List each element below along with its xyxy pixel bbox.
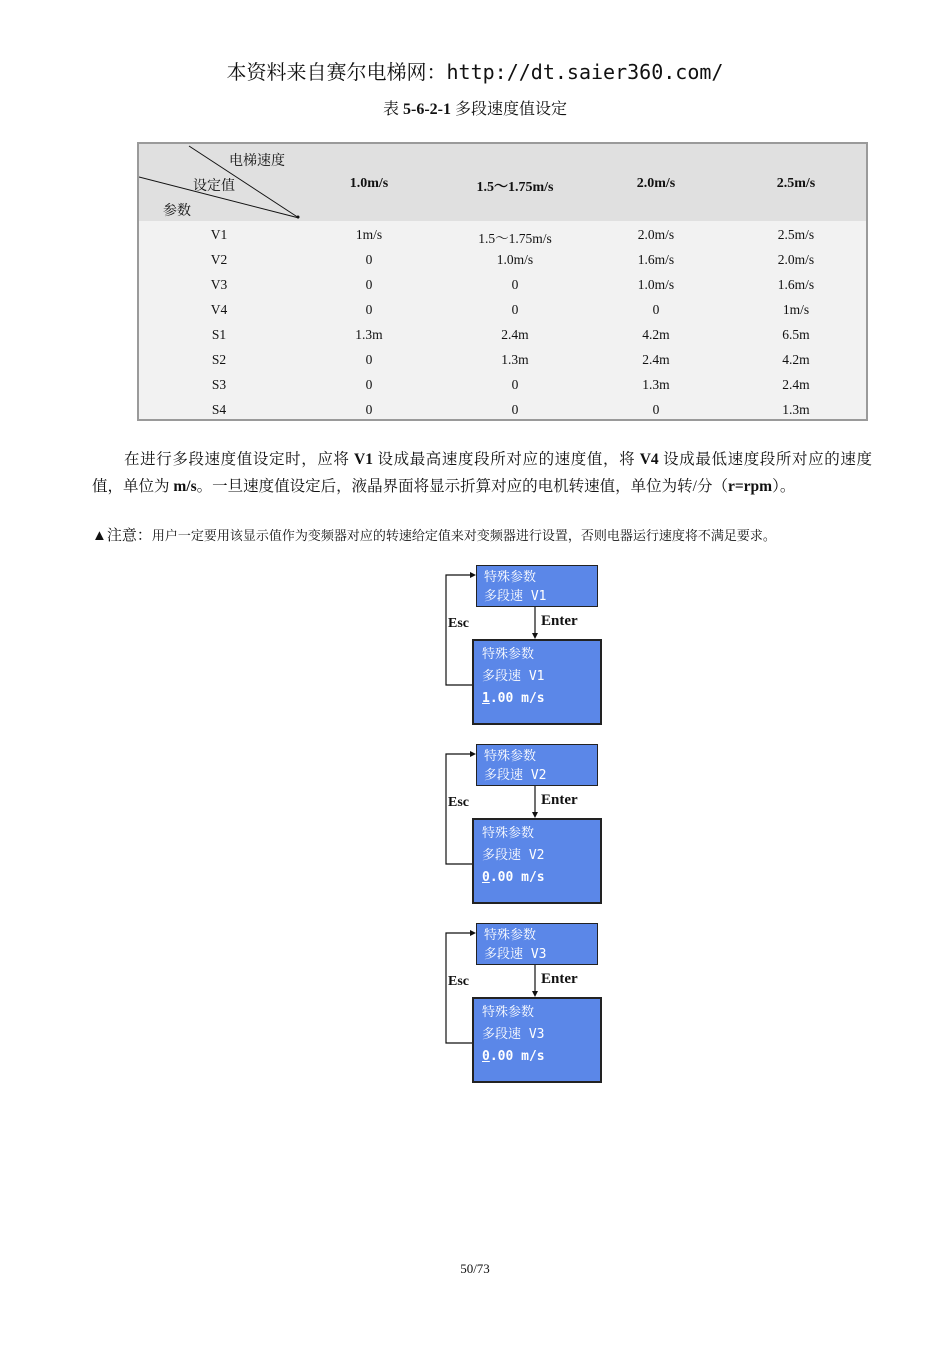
param-cell: V3 xyxy=(210,277,228,292)
value-cell: 1.0m/s xyxy=(496,252,534,267)
edit-cursor-digit: 0 xyxy=(482,870,490,885)
lcd-line: 多段速 V3 xyxy=(482,1027,545,1042)
value-cell: 4.2m xyxy=(642,327,670,342)
param-cell: S4 xyxy=(211,402,227,417)
esc-key-label: Esc xyxy=(448,795,469,810)
value-unit: m/s xyxy=(513,870,545,885)
value-cell: 2.0m/s xyxy=(637,227,675,242)
page-number: 50/73 xyxy=(460,1261,490,1276)
speed-settings-table xyxy=(137,142,868,421)
paragraph-bold: V1 xyxy=(354,451,373,468)
lcd-line: 特殊参数 xyxy=(484,749,537,764)
lcd-speed-value xyxy=(482,688,600,710)
paragraph-text: ）。 xyxy=(772,478,796,495)
enter-key-label: Enter xyxy=(541,792,578,808)
caption-number: 5-6-2-1 xyxy=(403,101,451,118)
value-digits: .00 xyxy=(489,870,514,885)
instruction-paragraph xyxy=(92,446,872,500)
param-cell: V4 xyxy=(210,302,228,317)
column-header: 2.5m/s xyxy=(776,176,816,191)
value-cell: 1.3m xyxy=(355,327,383,342)
lcd-speed-value xyxy=(482,867,600,889)
column-header: 1.5～1.75m/s xyxy=(476,180,554,195)
lcd-line: 特殊参数 xyxy=(482,826,535,841)
warning-mark: ▲注意： xyxy=(92,528,152,544)
lcd-line: 特殊参数 xyxy=(484,570,537,585)
lcd-line: 多段速 V1 xyxy=(482,669,545,684)
lcd-line: 多段速 V2 xyxy=(484,768,547,783)
lcd-menu-screen xyxy=(476,923,598,965)
lcd-line: 多段速 V1 xyxy=(484,589,547,604)
edit-cursor-digit: 1 xyxy=(482,691,490,706)
lcd-line: 特殊参数 xyxy=(484,928,537,943)
value-cell: 1m/s xyxy=(355,227,383,242)
value-cell: 6.5m xyxy=(782,327,810,342)
table-row xyxy=(139,298,866,323)
value-cell: 0 xyxy=(365,252,373,267)
paragraph-bold: V4 xyxy=(639,451,659,468)
table-row xyxy=(139,398,866,423)
value-cell: 1.0m/s xyxy=(637,277,675,292)
value-cell: 1m/s xyxy=(782,302,810,317)
value-cell: 1.6m/s xyxy=(637,252,675,267)
warning-text: 用户一定要用该显示值作为变频器对应的转速给定值来对变频器进行设置，否则电器运行速度将不满足要求。 xyxy=(151,528,776,543)
esc-key-label: Esc xyxy=(448,974,469,989)
table-row xyxy=(139,273,866,298)
column-header: 1.0m/s xyxy=(349,176,389,191)
value-cell: 1.5～1.75m/s xyxy=(478,231,552,246)
value-digits: .00 xyxy=(489,1049,514,1064)
value-cell: 0 xyxy=(365,302,373,317)
corner-label-setting-value: 设定值 xyxy=(193,179,235,194)
value-cell: 0 xyxy=(511,277,519,292)
value-cell: 0 xyxy=(511,302,519,317)
lcd-flow-v3 xyxy=(440,923,610,1088)
value-cell: 0 xyxy=(365,402,373,417)
lcd-flow-v1 xyxy=(440,565,610,730)
param-cell: S3 xyxy=(211,377,227,392)
esc-key-label: Esc xyxy=(448,616,469,631)
caption-title: 多段速度值设定 xyxy=(450,101,567,118)
value-unit: m/s xyxy=(513,691,545,706)
paragraph-text: 设成最低速度段所对应的速度值，单位为 xyxy=(92,451,872,495)
table-row xyxy=(139,323,866,348)
lcd-edit-screen xyxy=(472,818,602,904)
lcd-flow-v2 xyxy=(440,744,610,909)
enter-key-label: Enter xyxy=(541,613,578,629)
value-cell: 0 xyxy=(511,402,519,417)
value-cell: 0 xyxy=(365,352,373,367)
value-cell: 2.5m/s xyxy=(777,227,815,242)
value-cell: 0 xyxy=(652,302,660,317)
value-cell: 2.0m/s xyxy=(777,252,815,267)
table-row xyxy=(139,223,866,248)
paragraph-text: 。一旦速度值设定后，液晶界面将显示折算对应的电机转速值，单位为转/分（ xyxy=(196,478,728,495)
lcd-line: 特殊参数 xyxy=(482,647,535,662)
value-cell: 0 xyxy=(511,377,519,392)
lcd-edit-screen xyxy=(472,639,602,725)
table-row xyxy=(139,373,866,398)
lcd-line: 多段速 V3 xyxy=(484,947,547,962)
value-cell: 0 xyxy=(365,277,373,292)
value-cell: 1.3m xyxy=(642,377,670,392)
paragraph-text: 在进行多段速度值设定时，应将 xyxy=(124,451,355,468)
warning-note xyxy=(92,524,892,545)
value-cell: 1.3m xyxy=(782,402,810,417)
paragraph-bold: m/s xyxy=(173,478,197,495)
caption-prefix: 表 xyxy=(382,101,403,118)
param-cell: S2 xyxy=(211,352,227,367)
lcd-line: 多段速 V2 xyxy=(482,848,545,863)
value-cell: 2.4m xyxy=(782,377,810,392)
edit-cursor-digit: 0 xyxy=(482,1049,490,1064)
value-cell: 1.6m/s xyxy=(777,277,815,292)
paragraph-bold: r=rpm xyxy=(727,478,773,495)
table-header xyxy=(139,144,866,221)
param-cell: V2 xyxy=(210,252,228,267)
value-unit: m/s xyxy=(513,1049,545,1064)
lcd-line: 特殊参数 xyxy=(482,1005,535,1020)
source-header: 本资料来自赛尔电梯网：http://dt.saier360.com/ xyxy=(226,60,724,84)
column-header: 2.0m/s xyxy=(636,176,676,191)
value-cell: 2.4m xyxy=(501,327,529,342)
corner-label-parameter: 参数 xyxy=(163,204,191,219)
lcd-speed-value xyxy=(482,1046,600,1068)
value-cell: 1.3m xyxy=(501,352,529,367)
param-cell: S1 xyxy=(211,327,227,342)
lcd-menu-screen xyxy=(476,744,598,786)
param-cell: V1 xyxy=(210,227,228,242)
paragraph-text: 设成最高速度段所对应的速度值，将 xyxy=(372,451,640,468)
table-row xyxy=(139,248,866,273)
table-row xyxy=(139,348,866,373)
value-cell: 0 xyxy=(365,377,373,392)
lcd-menu-screen xyxy=(476,565,598,607)
corner-label-elevator-speed: 电梯速度 xyxy=(229,154,285,169)
lcd-edit-screen xyxy=(472,997,602,1083)
value-cell: 4.2m xyxy=(782,352,810,367)
enter-key-label: Enter xyxy=(541,971,578,987)
value-cell: 2.4m xyxy=(642,352,670,367)
table-caption xyxy=(0,96,950,119)
value-digits: .00 xyxy=(489,691,514,706)
value-cell: 0 xyxy=(652,402,660,417)
